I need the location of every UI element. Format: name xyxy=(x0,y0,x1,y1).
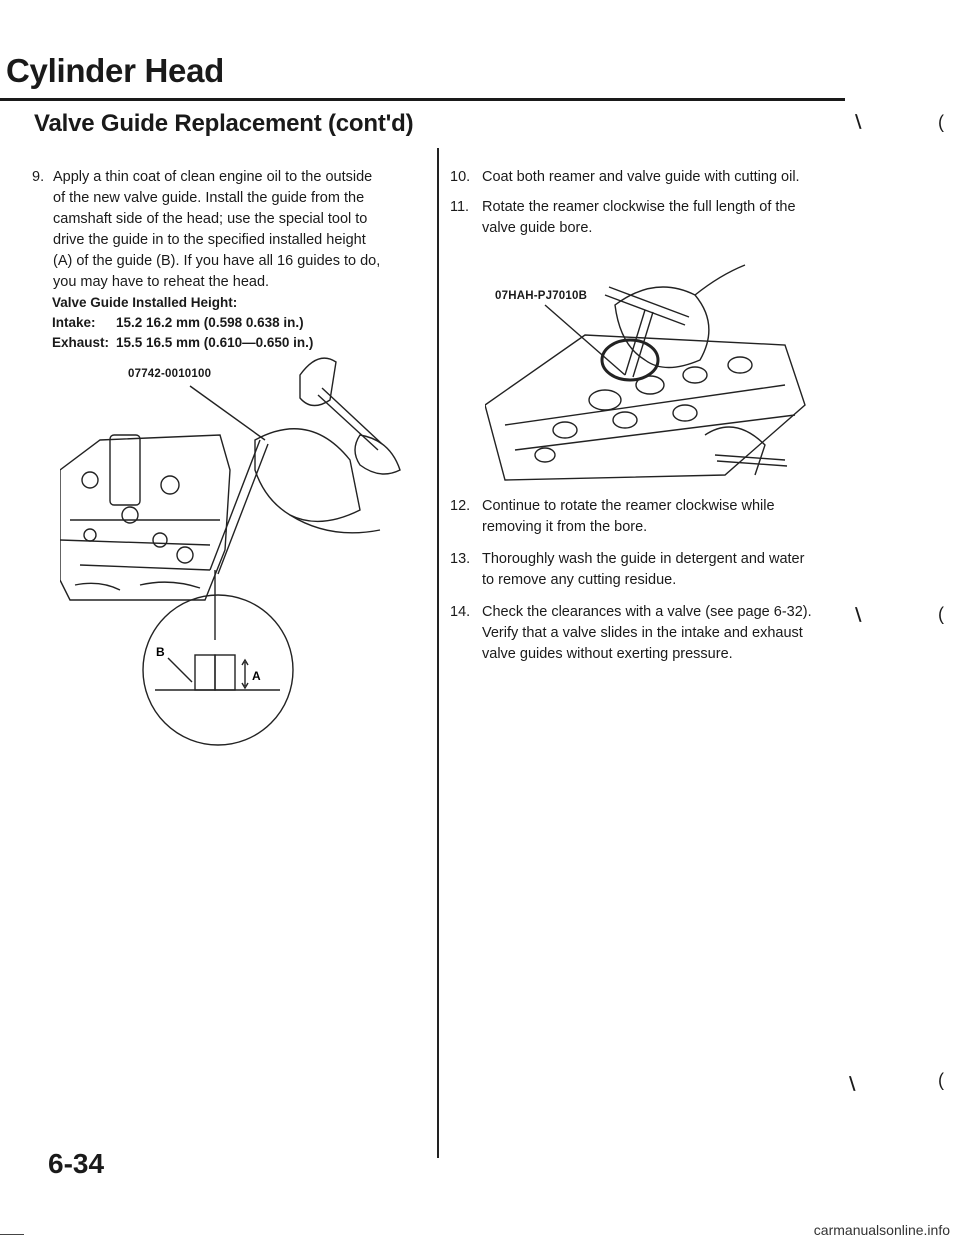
step-number: 11. xyxy=(450,199,470,215)
page-number: 6-34 xyxy=(48,1148,105,1179)
valve-guide-install-illustration xyxy=(60,340,410,760)
header-rule xyxy=(0,98,845,101)
margin-mark: ( xyxy=(938,1070,944,1090)
section-subtitle: Valve Guide Replacement (cont'd) xyxy=(34,110,414,137)
step-number: 13. xyxy=(450,551,471,567)
step-text: Coat both reamer and valve guide with cutting oil. xyxy=(482,169,800,185)
step-text: Apply a thin coat of clean engine oil to the outside of the new valve guide. Install the guide from the camshaft side of the head; use the special tool to drive the guide in to the specified installed height (A) of the guide (B). If you have all 16 guides to do, you may have to reheat the head. xyxy=(53,169,381,290)
margin-mark: ∖ xyxy=(852,112,865,132)
step-text: Check the clearances with a valve (see page 6-32). Verify that a valve slides in the intake and exhaust valve guides without exerting pressure. xyxy=(482,604,812,662)
intake-value: 15.2 16.2 mm (0.598 0.638 in.) xyxy=(116,315,304,330)
intake-label: Intake: xyxy=(52,315,96,330)
step-14 xyxy=(450,602,850,668)
reamer-illustration xyxy=(485,255,815,485)
footer-rule xyxy=(0,1234,24,1235)
step-text: Continue to rotate the reamer clockwise while removing it from the bore. xyxy=(482,498,775,535)
step-text: Rotate the reamer clockwise the full length of the valve guide bore. xyxy=(482,199,796,236)
spec-heading: Valve Guide Installed Height: xyxy=(52,295,238,310)
label-b: B xyxy=(156,645,165,659)
step-number: 10. xyxy=(450,169,471,185)
tool-label-right: 07HAH-PJ7010B xyxy=(495,290,588,302)
footer-site: carmanualsonline.info xyxy=(813,1222,950,1238)
step-10 xyxy=(450,167,840,189)
step-9 xyxy=(32,167,402,297)
step-text: Thoroughly wash the guide in detergent and water to remove any cutting residue. xyxy=(482,551,805,588)
margin-mark: ∖ xyxy=(852,605,865,625)
step-13 xyxy=(450,549,840,593)
label-a: A xyxy=(252,669,261,683)
step-11 xyxy=(450,197,840,241)
margin-mark: ∖ xyxy=(846,1074,859,1094)
margin-mark: ( xyxy=(938,604,944,624)
step-number: 9. xyxy=(32,169,45,185)
step-12 xyxy=(450,496,840,540)
exhaust-label: Exhaust: xyxy=(52,335,110,350)
step-number: 12. xyxy=(450,498,471,514)
tool-label-left: 07742-0010100 xyxy=(128,368,212,380)
page-title: Cylinder Head xyxy=(6,52,224,89)
column-divider xyxy=(437,148,439,1158)
exhaust-value: 15.5 16.5 mm (0.610—0.650 in.) xyxy=(116,335,314,350)
margin-mark: ( xyxy=(938,112,944,132)
step-number: 14. xyxy=(450,604,471,620)
